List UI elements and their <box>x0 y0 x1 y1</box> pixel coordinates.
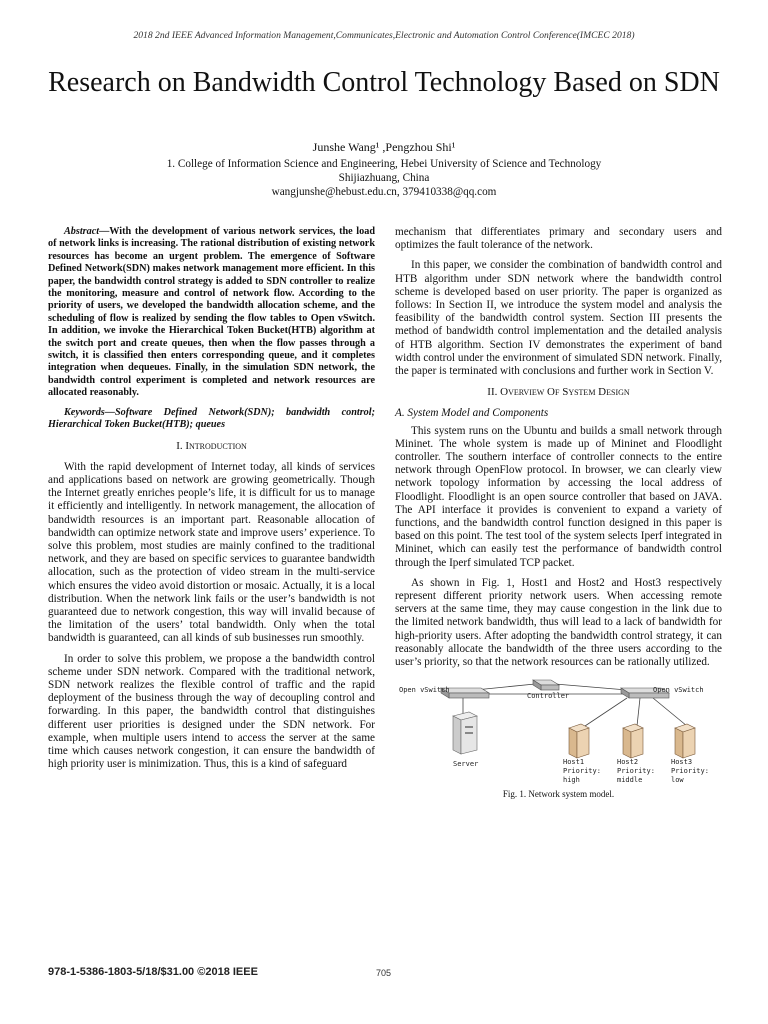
figure-caption: Fig. 1. Network system model. <box>502 789 615 800</box>
section-heading-introduction: I. Introduction <box>176 439 247 452</box>
host2-label <box>617 758 655 785</box>
keywords: Keywords—Software Defined Network(SDN); bandwidth control; Hierarchical Token Bucket(HTB); queues <box>48 406 375 431</box>
right-column <box>395 226 722 802</box>
author-list: Junshe Wang¹ ,Pengzhou Shi¹ <box>312 140 456 154</box>
organization-paragraph: In this paper, we consider the combination of bandwidth control and HTB algorithm under SDN network where the bandwidth control scheme is developed based on user priority. The paper is organized as follows: In Section II, we introduce the system model and analysis the feasibility of the bandwidth control system. Section III presents the method of bandwidth control implementation and the detailed analysis of HTB algorithm. Section IV demonstrates the experiment of band width control under the environment of simulated SDN network. Finally, the paper is terminated with conclusions and further work in Section V. <box>395 259 722 378</box>
abstract <box>48 226 375 400</box>
footer-isbn: 978-1-5386-1803-5/18/$31.00 ©2018 IEEE <box>48 966 258 978</box>
intro-paragraph-2: In order to solve this problem, we propose a the bandwidth control scheme under SDN network. Compared with the traditional network, SDN network realizes the flexible control of traffic and the rapid deployment of the business through the way of decoupling control and forwarding. In this paper, the bandwidth control that distinguishes different user priorities is designed under the SDN network. For example, when multiple users intend to access the server at the same time which causes network congestion, it can ensure the bandwidth of high priority user is minimization. Thus, this is a kind of safeguard <box>48 652 375 771</box>
conference-header: 2018 2nd IEEE Advanced Information Management,Communicates,Electronic and Automation Control Conference(IMCEC 2018) <box>133 30 635 41</box>
page-number: 705 <box>376 968 392 978</box>
host1-priority-label: Priority: <box>563 767 601 776</box>
host1-label <box>563 758 601 785</box>
host1-name: Host1 <box>563 758 585 767</box>
abstract-text: —With the development of various network services, the load of network links is increasing. The rational distribution of existing network resources has become an urgent problem. The emergence of Software Defined Network(SDN) makes network management more efficient. In this paper, the bandwidth control strategy is added to SDN controller to realize the monitoring, measure and control of network flow. According to the priority of users, we developed the bandwidth allocation scheme, and the scheduling of flow is realized by sending the flow tables to Open vSwitch. In addition, we invoke the Hierarchical Token Bucket(HTB) algorithm at the switch port and create queues, then when the flow passes through a switch, it is classified then enters corresponding queue, and it completes integration when dequeues. Finally, in the simulation SDN network, the bandwidth control experiment is completed and network resources are allocated reasonably. <box>48 226 375 399</box>
intro-paragraph-1: With the rapid development of Internet today, all kinds of services and applications based on network are growing geometrically. Though the Internet greatly enriches people’s life, it is difficult for us to manage it efficiently and intelligently. In network management, the allocation of bandwidth resources is an important part. Reasonable allocation of bandwidth can optimize network state and improve users’ experience. To solve this problem, most studies are mainly confined to the traditional network, and they are based on specific services to guarantee bandwidth allocation, such as the protection of video stream in the multi-service which ensures the video avoid distortion or mosaic. Actually, it is a local distribution. When the network link fails or the user’s bandwidth is not guaranteed due to network congestion, this way will invalid because of the limitation of the users’ total bandwidth. Only when the total bandwidth is guaranteed, can all kinds of sub businesses run smoothly. <box>48 460 375 645</box>
author-emails: wangjunshe@hebust.edu.cn, 379410338@qq.com <box>271 186 497 198</box>
link-controller-switch2 <box>555 684 627 690</box>
server-label: Server <box>453 760 479 769</box>
link-switch2-host1 <box>585 698 627 726</box>
affiliation-city: Shijiazhuang, China <box>338 172 430 184</box>
left-column <box>48 226 375 778</box>
host1-priority-value: high <box>563 776 580 785</box>
switch1-label: Open vSwitch <box>399 686 450 695</box>
controller-label: Controller <box>527 692 570 701</box>
link-switch2-host2 <box>637 698 640 726</box>
abstract-lead: Abstract <box>64 226 100 237</box>
host1-icon <box>569 724 589 758</box>
continued-paragraph: mechanism that differentiates primary and secondary users and optimizes the fault tolerance of the network. <box>395 226 722 252</box>
host2-priority-label: Priority: <box>617 767 655 776</box>
section-heading-overview: II. Overview Of System Design <box>487 386 630 399</box>
controller-icon <box>533 680 559 690</box>
server-icon <box>453 712 477 754</box>
link-switch1-controller <box>475 684 535 690</box>
host2-icon <box>623 724 643 758</box>
host3-label <box>671 758 709 785</box>
host3-priority-label: Priority: <box>671 767 709 776</box>
figure-reference-paragraph: As shown in Fig. 1, Host1 and Host2 and Host3 respectively represent different priority network users. When accessing remote servers at the same time, they may cause congestion in the link due to the limited network bandwidth, thus will lead to a lack of bandwidth for high-priority users. After adopting the bandwidth control strategy, it can reasonably allocate the bandwidth of the three users according to the user’s priority, so that the network resources can be rationally utilized. <box>395 576 722 669</box>
switch2-label: Open vSwitch <box>653 686 704 695</box>
host3-name: Host3 <box>671 758 693 767</box>
network-diagram-figure <box>395 676 722 784</box>
subsection-heading-system-model: A. System Model and Components <box>395 407 549 420</box>
affiliation: 1. College of Information Science and Engineering, Hebei University of Science and Technology <box>166 158 602 170</box>
system-paragraph: This system runs on the Ubuntu and builds a small network through Mininet. The whole system is made up of Mininet and Floodlight controller. The southern interface of controller connects to the entire network through OpenFlow protocol. In browser, we can clearly view network topology information by accessing the local address of Floodlight. Floodlight is an open source controller that based on JAVA. The API interface it provides is convenient to expand a variety of functions, and the bandwidth control function designed in this paper is based on this point. The test tool of the system selects Iperf integrated in Mininet, which can easily test the performance of bandwidth control through the Iperf simulated TCP packet. <box>395 424 722 569</box>
host3-priority-value: low <box>671 776 684 785</box>
host2-name: Host2 <box>617 758 639 767</box>
link-switch2-host3 <box>653 698 687 726</box>
paper-title: Research on Bandwidth Control Technology Based on SDN <box>48 67 720 98</box>
host2-priority-value: middle <box>617 776 643 785</box>
host3-icon <box>675 724 695 758</box>
